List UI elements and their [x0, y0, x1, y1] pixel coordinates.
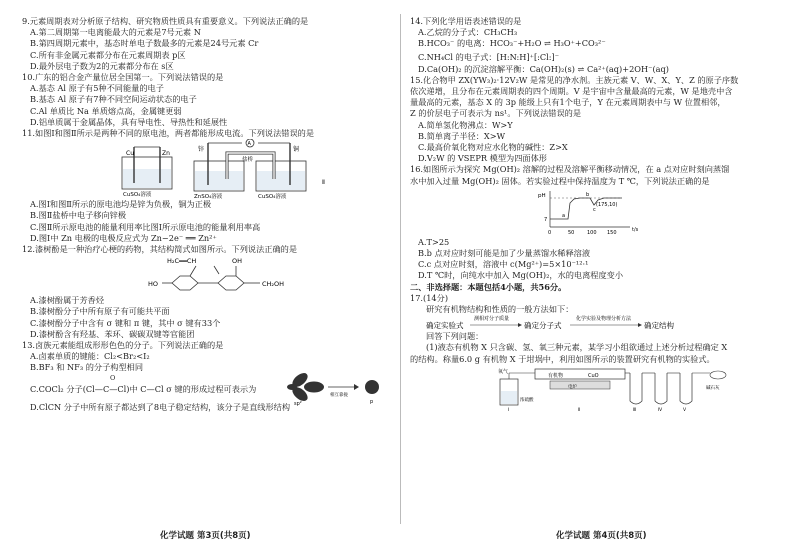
structure-vinyl: H₂C══CH — [167, 257, 197, 266]
q10-option-c: C.Al 单质比 Na 单质熔点高，金属键更弱 — [30, 105, 182, 116]
orbital-p-label: p — [370, 398, 374, 405]
plot-annotation: (175,10) — [596, 201, 618, 208]
q17-answer-prompt: 回答下列问题： — [426, 331, 484, 342]
point-b-label: b — [586, 191, 590, 198]
cell1-solution: CuSO₄溶液 — [123, 192, 152, 199]
carbonyl-oxygen: O — [110, 373, 116, 382]
ph-time-plot — [410, 187, 780, 237]
q10-option-a: A.基态 Al 原子有5种不同能量的电子 — [30, 83, 164, 94]
q16-stem-line2: 水中加入过量 Mg(OH)₂ 固体。若实验过程中保持温度为 T ℃，下列说法正确的是 — [410, 175, 710, 186]
q12-option-a: A.漆树酚属于芳香烃 — [30, 295, 105, 306]
orbital-sp2-label: sp² — [294, 400, 302, 406]
apparatus-furnace: 电炉 — [568, 384, 577, 390]
left-column — [22, 16, 390, 413]
plot-xtick-100: 100 — [587, 229, 597, 236]
q9-option-c: C.所有非金属元素都分布在元素周期表 p区 — [30, 49, 186, 60]
q16-option-c: C.c 点对应时刻，溶液中 c(Mg²⁺)=5×10⁻¹²·¹ — [418, 259, 589, 270]
apparatus-label-1: Ⅰ — [508, 407, 510, 411]
apparatus-label-3: Ⅲ — [633, 407, 637, 411]
q11-option-d: D.图Ⅰ中 Zn 电极的电极反应式为 Zn−2e⁻ ══ Zn²⁺ — [30, 232, 217, 243]
q14-option-a: A.乙烷的分子式：CH₃CH₃ — [418, 27, 518, 38]
q15-option-a: A.简单氢化物沸点：W>Y — [418, 119, 513, 130]
q12-option-c: C.漆树酚分子中含有 σ 键和 π 键，其中 σ 键有33个 — [30, 317, 221, 328]
galvanic-cells-figure — [22, 139, 390, 199]
structure-ch2oh: CH₂OH — [262, 280, 285, 289]
q12-option-b: B.漆树酚分子中所有原子有可能共平面 — [30, 306, 170, 317]
q17-heading: 17.(14分) — [410, 292, 449, 303]
q13-option-a: A.卤素单质的键能：Cl₂<Br₂<I₂ — [30, 351, 150, 362]
cell2-label: Ⅱ — [322, 179, 325, 187]
q9-stem: 9.元素周期表对分析原子结构、研究物质性质具有重要意义。下列说法正确的是 — [22, 16, 309, 26]
cell2-right-solution: CuSO₄溶液 — [258, 194, 287, 200]
flow-step-3: 确定结构 — [644, 321, 674, 331]
q11-option-a: A.图Ⅰ和图Ⅱ所示的原电池均是锌为负极，铜为正极 — [30, 199, 212, 210]
plot-xlabel: t/s — [632, 226, 639, 233]
q13-option-b: B.BF₃ 和 NF₃ 的分子构型相同 — [30, 362, 144, 373]
q13-option-c: C.COCl₂ 分子(Cl—C—Cl)中 C—Cl σ 键的形成过程可表示为 — [30, 383, 257, 394]
q17-part1-line1: (1)液态有机物 X 只含碳、氢、氧三种元素，某学习小组欲通过上述分析过程确定 X — [426, 342, 728, 353]
footer-left: 化学试题 第3页(共8页) — [160, 531, 251, 541]
q17-flow-svg — [426, 315, 766, 331]
q10-option-d: D.铝单质属于金属晶体，具有导电性、导热性和延展性 — [30, 116, 228, 127]
q16-option-d: D.T ℃时，向纯水中加入 Mg(OH)₂，水的电离程度变小 — [418, 270, 624, 281]
apparatus-sample: 有机物 — [548, 372, 564, 379]
q17-part1-line2: 的结构。称量6.0 g 有机物 X 于坩埚中，利用如图所示的装置研究有机物的实验式。 — [410, 353, 715, 364]
q14-option-d: D.Ca(OH)₂ 的沉淀溶解平衡：Ca(OH)₂(s) ⇌ Ca²⁺(aq)+2OH⁻(aq) — [418, 63, 669, 74]
urushiol-structure-svg — [22, 255, 390, 295]
apparatus-flask-label: 浓硫酸 — [520, 397, 534, 403]
q13-stem: 13.卤族元素能组成形形色色的分子。下列说法正确的是 — [22, 340, 224, 351]
flow-arrow-2: 化学实验及物理分析方法 — [576, 316, 632, 323]
point-c-label: c — [593, 206, 596, 213]
structure-ho: HO — [148, 280, 159, 289]
plot-xtick-0: 0 — [548, 229, 552, 236]
q17-flow — [426, 315, 780, 331]
urushiol-structure — [22, 255, 390, 295]
q15-option-d: D.V₂W 的 VSEPR 模型为四面体形 — [418, 153, 547, 164]
q15-stem-line2: 依次递增，且分布在元素周期表的四个周期。V 是宇宙中含量最高的元素，W 是地壳中含 — [410, 86, 733, 97]
point-a-label: a — [562, 212, 566, 219]
apparatus-cuo: CuO — [588, 372, 599, 379]
q14-stem: 14.下列化学用语表述错误的是 — [410, 16, 522, 26]
q9-option-b: B.第四周期元素中，基态时单电子数最多的元素是24号元素 Cr — [30, 38, 259, 49]
q16-stem-line1: 16.如图所示为探究 Mg(OH)₂ 溶解的过程及溶解平衡移动情况，在 a 点对应时刻向蒸馏 — [410, 164, 730, 175]
q11-stem: 11.如图Ⅰ和图Ⅱ所示是两种不同的原电池，两者都能形成电流。下列说法错误的是 — [22, 128, 315, 139]
apparatus-label-2: Ⅱ — [578, 407, 581, 411]
galvanic-cells-svg — [22, 139, 390, 199]
cell1-electrode-zn: Zn — [162, 150, 170, 158]
q9-option-a: A.第二周期第一电离能最大的元素是7号元素 N — [30, 27, 201, 38]
cell1-electrode-cu: Cu — [126, 150, 134, 158]
q11-option-b: B.图Ⅱ盐桥中电子移向锌极 — [30, 210, 127, 221]
section-2-heading: 二、非选择题：本题包括4小题，共56分。 — [410, 281, 567, 292]
q15-stem-line3: 量最高的元素，基态 X 的 3p 能级上只有1个电子，Y 在元素周期表中与 W 位置相邻， — [410, 97, 726, 108]
q13-option-c-row — [22, 373, 390, 406]
q17-intro: 研究有机物结构和性质的一般方法如下： — [426, 304, 574, 315]
flow-arrow-1: 测相对分子质量 — [474, 316, 510, 323]
ph-time-plot-svg — [410, 187, 780, 237]
cell2-left-solution: ZnSO₄溶液 — [194, 194, 223, 200]
structure-oh: OH — [232, 257, 243, 266]
q15-stem-line1: 15.化合物甲 ZX(YW₃)₂·12V₂W 是常见的净水剂。主族元素 V、W、X、Y、Z 的原子序数 — [410, 74, 739, 85]
q14-option-c: C.NH₄Cl 的电子式：[H:N:H]⁺[:Cl:]⁻ — [418, 51, 560, 62]
salt-bridge-label: 盐桥 — [242, 157, 254, 164]
q9-option-d: D.最外层电子数为2的元素都分布在 s区 — [30, 60, 174, 71]
apparatus-limewater: 碱石灰 — [706, 385, 720, 391]
svg-text:A: A — [247, 141, 251, 148]
combustion-apparatus-svg — [410, 365, 780, 411]
q13-option-d: D.ClCN 分子中所有原子都达到了8电子稳定结构，该分子是直线形结构 — [30, 401, 291, 412]
right-column — [410, 16, 780, 411]
combustion-apparatus — [410, 365, 780, 411]
footer-right: 化学试题 第4页(共8页) — [556, 531, 647, 541]
cell2-left-electrode: 锌 — [198, 146, 205, 154]
plot-ylabel: pH — [538, 192, 546, 199]
q12-stem: 12.漆树酚是一种治疗心梗的药物，其结构简式如图所示。下列说法正确的是 — [22, 244, 298, 255]
plot-xtick-150: 150 — [607, 229, 617, 236]
apparatus-label-4: Ⅳ — [658, 407, 663, 411]
plot-xtick-50: 50 — [568, 229, 575, 236]
plot-ytick: 7 — [544, 216, 548, 223]
q10-option-b: B.基态 Al 原子有7种不同空间运动状态的电子 — [30, 94, 197, 105]
orbital-arrow-label: 相互靠拢 — [330, 392, 348, 398]
flow-step-1: 确定实验式 — [426, 321, 464, 331]
q10-stem: 10.广东的铝合金产量位居全国第一。下列说法错误的是 — [22, 72, 224, 83]
apparatus-gas: 氧气 — [498, 368, 509, 375]
q15-option-c: C.最高价氧化物对应水化物的碱性：Z>X — [418, 142, 568, 153]
q16-option-b: B.b 点对应时刻可能是加了少量蒸馏水稀释溶液 — [418, 248, 591, 259]
flow-step-2: 确定分子式 — [524, 321, 562, 331]
orbital-overlap-icon — [280, 370, 390, 406]
apparatus-label-5: Ⅴ — [683, 407, 687, 411]
cell2-right-electrode: 铜 — [293, 146, 300, 154]
q15-option-b: B.简单离子半径：X>W — [418, 130, 506, 141]
q16-option-a: A.T>25 — [418, 236, 450, 247]
q12-option-d: D.漆树酚含有羟基、苯环、碳碳双键等官能团 — [30, 328, 195, 339]
q15-stem-line4: Z 的价层电子可表示为 ns¹。下列说法错误的是 — [410, 108, 582, 119]
column-divider — [400, 14, 401, 524]
q11-option-c: C.图Ⅱ所示原电池的能量利用率比图Ⅰ所示原电池的能量利用率高 — [30, 221, 261, 232]
q14-option-b: B.HCO₃⁻ 的电离：HCO₃⁻+H₂O ⇌ H₃O⁺+CO₃²⁻ — [418, 38, 606, 49]
